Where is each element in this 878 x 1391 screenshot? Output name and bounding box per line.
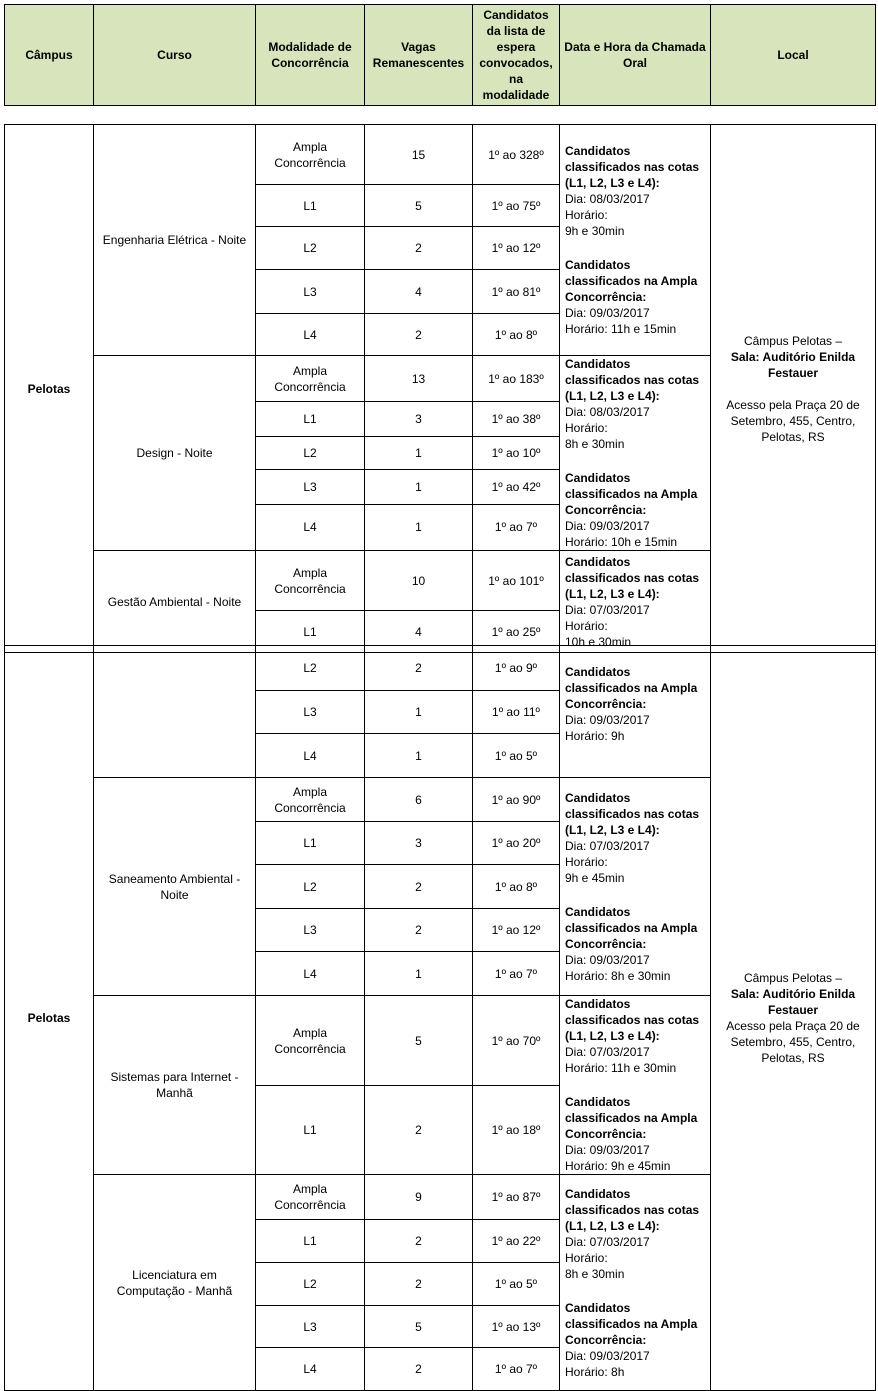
schedule-cell [560,646,711,778]
vagas-cell: 2 [365,1348,473,1391]
schedule-cell [560,778,711,996]
header-modalidade: Modalidade de Concorrência [256,5,365,106]
modalidade-cell: L4 [256,314,365,356]
modalidade-cell: L2 [256,865,365,909]
ampla-time: Horário: 11h e 15min [565,322,677,336]
quota-time: 8h e 30min [565,1266,625,1281]
modalidade-cell: L4 [256,504,365,550]
ampla-time: Horário: 8h e 30min [565,968,671,983]
local-line3: Acesso pela Praça 20 de Setembro, 455, Centro, Pelotas, RS [726,397,860,444]
modalidade-cell: L3 [256,1306,365,1348]
candidatos-cell: 1º ao 8º [473,314,560,356]
course-name [94,646,256,778]
candidatos-cell: 1º ao 8º [473,865,560,909]
schedule-cell [560,551,711,653]
modalidade-cell: L4 [256,734,365,778]
quota-day: Dia: 07/03/2017 [565,1234,650,1249]
local-cell [711,125,876,653]
ampla-day: Dia: 09/03/2017 [565,1348,650,1363]
candidatos-cell: 1º ao 10º [473,437,560,470]
table-header [4,4,876,106]
local-line1: Câmpus Pelotas – [743,971,843,985]
vagas-cell: 6 [365,778,473,822]
modalidade-cell: L1 [256,1220,365,1263]
modalidade-cell: L3 [256,270,365,314]
vagas-cell: 3 [365,402,473,437]
candidatos-cell: 1º ao 38º [473,402,560,437]
header-local: Local [711,5,876,106]
ampla-day: Dia: 09/03/2017 [565,519,650,533]
campus-cell: Pelotas [5,125,94,653]
modalidade-cell: L1 [256,822,365,865]
modalidade-cell: L3 [256,469,365,504]
modalidade-cell: L2 [256,227,365,270]
modalidade-cell: Ampla Concorrência [256,1175,365,1220]
quota-day: Dia: 08/03/2017 [565,192,650,206]
quota-day: Dia: 08/03/2017 [565,405,650,419]
quota-time-label: Horário: [565,1250,608,1265]
vagas-cell: 5 [365,185,473,227]
quota-time-label: Horário: [565,854,608,869]
course-name: Sistemas para Internet - Manhã [94,996,256,1175]
modalidade-cell: Ampla Concorrência [256,551,365,611]
ampla-time: Horário: 8h [565,1364,625,1379]
modalidade-cell: L3 [256,909,365,952]
vagas-cell: 2 [365,314,473,356]
vagas-cell: 9 [365,1175,473,1220]
course-name: Licenciatura em Computação - Manhã [94,1175,256,1391]
ampla-day: Dia: 09/03/2017 [565,713,650,727]
candidatos-cell: 1º ao 7º [473,952,560,996]
modalidade-cell: L3 [256,691,365,734]
quota-title: Candidatos classificados nas cotas (L1, L2, L3 e L4): [565,790,700,837]
vagas-cell: 1 [365,952,473,996]
ampla-title: Candidatos classificados na Ampla Concorrência: [565,665,698,711]
candidatos-cell: 1º ao 90º [473,778,560,822]
quota-time-label: Horário: [565,421,608,435]
candidatos-cell: 1º ao 42º [473,469,560,504]
modalidade-cell: L2 [256,437,365,470]
vagas-cell: 2 [365,1220,473,1263]
ampla-day: Dia: 09/03/2017 [565,306,650,320]
ampla-day: Dia: 09/03/2017 [565,1143,650,1157]
vagas-cell: 3 [365,822,473,865]
candidatos-cell: 1º ao 18º [473,1086,560,1175]
vagas-cell: 13 [365,356,473,402]
vagas-cell: 1 [365,504,473,550]
candidatos-cell: 1º ao 183º [473,356,560,402]
candidatos-cell: 1º ao 12º [473,227,560,270]
local-line3: Acesso pela Praça 20 de Setembro, 455, Centro, Pelotas, RS [726,1019,860,1065]
section-table-1 [4,124,876,653]
modalidade-cell: L1 [256,185,365,227]
quota-title: Candidatos classificados nas cotas (L1, L2, L3 e L4): [565,1186,700,1233]
quota-day: Dia: 07/03/2017 [565,1045,650,1059]
candidatos-cell: 1º ao 11º [473,691,560,734]
modalidade-cell: Ampla Concorrência [256,996,365,1086]
ampla-title: Candidatos classificados na Ampla Concorrência: [565,904,698,951]
schedule-cell [560,1175,711,1391]
ampla-time: Horário: 9h [565,729,625,743]
ampla-title: Candidatos classificados na Ampla Concorrência: [565,471,698,517]
candidatos-cell: 1º ao 87º [473,1175,560,1220]
ampla-time: Horário: 9h e 45min [565,1159,671,1173]
course-name: Gestão Ambiental - Noite [94,551,256,653]
quota-title: Candidatos classificados nas cotas (L1, L2, L3 e L4): [565,144,700,190]
vagas-cell: 2 [365,865,473,909]
vagas-cell: 2 [365,1086,473,1175]
ampla-title: Candidatos classificados na Ampla Concorrência: [565,1300,698,1347]
ampla-time: Horário: 10h e 15min [565,535,678,549]
candidatos-cell: 1º ao 9º [473,646,560,691]
schedule-cell [560,996,711,1175]
modalidade-cell: L4 [256,952,365,996]
course-name: Saneamento Ambiental - Noite [94,778,256,996]
modalidade-cell: L2 [256,1263,365,1306]
header-data-hora: Data e Hora da Chamada Oral [560,5,711,106]
vagas-cell: 4 [365,611,473,653]
vagas-cell: 15 [365,125,473,185]
local-line2: Sala: Auditório Enilda Festauer [730,987,856,1017]
table-row [5,125,876,185]
course-name: Design - Noite [94,356,256,551]
header-curso: Curso [94,5,256,106]
quota-time-label: Horário: [565,618,608,633]
quota-day: Dia: 07/03/2017 [565,838,650,853]
vagas-cell: 2 [365,1263,473,1306]
vagas-cell: 2 [365,646,473,691]
quota-time: 9h e 45min [565,870,625,885]
local-line1: Câmpus Pelotas – [743,333,843,348]
modalidade-cell: L1 [256,611,365,653]
candidatos-cell: 1º ao 25º [473,611,560,653]
modalidade-cell: Ampla Concorrência [256,125,365,185]
candidatos-cell: 1º ao 20º [473,822,560,865]
candidatos-cell: 1º ao 12º [473,909,560,952]
candidatos-cell: 1º ao 75º [473,185,560,227]
ampla-title: Candidatos classificados na Ampla Concorrência: [565,1095,698,1141]
local-cell [711,646,876,1391]
header-vagas: Vagas Remanescentes [365,5,473,106]
quota-time-label: Horário: [565,208,608,222]
quota-day: Dia: 07/03/2017 [565,602,650,617]
schedule-cell [560,356,711,551]
course-name: Engenharia Elétrica - Noite [94,125,256,356]
table-row [5,646,876,691]
header-candidatos: Candidatos da lista de espera convocados, na modalidade [473,5,560,106]
quota-title: Candidatos classificados nas cotas (L1, L2, L3 e L4): [565,357,700,403]
modalidade-cell: L1 [256,1086,365,1175]
candidatos-cell: 1º ao 7º [473,1348,560,1391]
candidatos-cell: 1º ao 5º [473,1263,560,1306]
ampla-day: Dia: 09/03/2017 [565,952,650,967]
candidatos-cell: 1º ao 13º [473,1306,560,1348]
schedule-cell [560,125,711,356]
modalidade-cell: Ampla Concorrência [256,778,365,822]
candidatos-cell: 1º ao 328º [473,125,560,185]
vagas-cell: 10 [365,551,473,611]
vagas-cell: 1 [365,437,473,470]
modalidade-cell: L4 [256,1348,365,1391]
quota-time: 10h e 30min [565,634,632,649]
vagas-cell: 2 [365,909,473,952]
local-line2: Sala: Auditório Enilda Festauer [730,349,856,380]
ampla-title: Candidatos classificados na Ampla Concorrência: [565,258,698,304]
quota-title: Candidatos classificados nas cotas (L1, L2, L3 e L4): [565,997,700,1043]
candidatos-cell: 1º ao 70º [473,996,560,1086]
quota-title: Candidatos classificados nas cotas (L1, L2, L3 e L4): [565,554,700,601]
section-table-2 [4,645,876,1391]
vagas-cell: 5 [365,1306,473,1348]
candidatos-cell: 1º ao 101º [473,551,560,611]
vagas-cell: 1 [365,469,473,504]
modalidade-cell: L1 [256,402,365,437]
quota-time: Horário: 11h e 30min [565,1061,677,1075]
header-campus: Câmpus [5,5,94,106]
candidatos-cell: 1º ao 22º [473,1220,560,1263]
candidatos-cell: 1º ao 7º [473,504,560,550]
quota-time: 9h e 30min [565,224,625,238]
quota-time: 8h e 30min [565,437,625,451]
vagas-cell: 2 [365,227,473,270]
candidatos-cell: 1º ao 81º [473,270,560,314]
campus-cell: Pelotas [5,646,94,1391]
vagas-cell: 5 [365,996,473,1086]
modalidade-cell: Ampla Concorrência [256,356,365,402]
vagas-cell: 1 [365,691,473,734]
candidatos-cell: 1º ao 5º [473,734,560,778]
header-row [5,5,876,106]
vagas-cell: 4 [365,270,473,314]
vagas-cell: 1 [365,734,473,778]
modalidade-cell: L2 [256,646,365,691]
